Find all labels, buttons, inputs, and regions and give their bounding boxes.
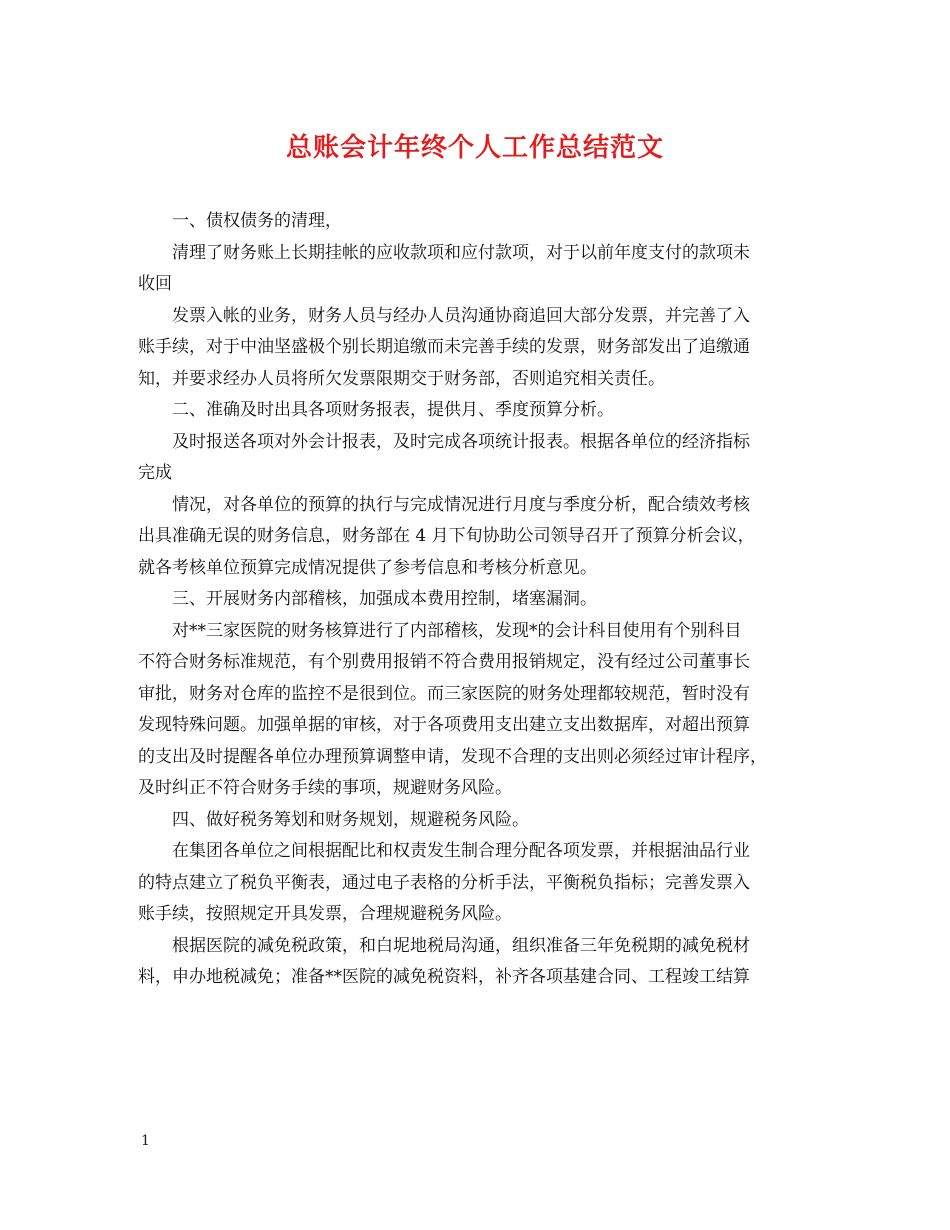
body-line: 一、债权债务的清理， [172, 211, 342, 231]
page-number: 1 [141, 1133, 150, 1149]
body-line: 对**三家医院的财务核算进行了内部稽核，发现*的会计科目使用有个别科目 [172, 620, 742, 641]
body-line: 及时纠正不符合财务手续的事项，规避财务风险。 [138, 778, 512, 798]
body-line: 及时报送各项对外会计报表，及时完成各项统计报表。根据各单位的经济指标 [172, 431, 750, 452]
body-line: 账手续，按照规定开具发票，合理规避税务风险。 [138, 904, 512, 924]
document-title: 总账会计年终个人工作总结范文 [285, 133, 664, 163]
body-line: 发现特殊问题。加强单据的审核，对于各项费用支出建立支出数据库，对超出预算 [138, 715, 750, 735]
body-line: 账手续，对于中油坚盛极个别长期追缴而未完善手续的发票，财务部发出了追缴通 [138, 337, 750, 357]
body-line: 的特点建立了税负平衡表，通过电子表格的分析手法，平衡税负指标；完善发票入 [138, 872, 750, 893]
body-line: 出具准确无误的财务信息，财务部在 4 月下旬协助公司领导召开了预算分析会议， [138, 526, 755, 546]
body-line: 四、做好税务筹划和财务规划，规避税务风险。 [172, 809, 529, 830]
document-body [138, 206, 820, 994]
body-line: 发票入帐的业务，财务人员与经办人员沟通协商追回大部分发票，并完善了入 [172, 305, 750, 326]
body-line: 三、开展财务内部稽核，加强成本费用控制，堵塞漏洞。 [172, 589, 597, 609]
body-line: 情况，对各单位的预算的执行与完成情况进行月度与季度分析，配合绩效考核 [172, 494, 750, 515]
body-line: 知，并要求经办人员将所欠发票限期交于财务部，否则追究相关责任。 [138, 368, 665, 389]
body-line: 根据医院的减免税政策，和白坭地税局沟通，组织准备三年免税期的减免税材 [172, 935, 750, 956]
body-line: 收回 [138, 274, 172, 294]
body-line: 不符合财务标准规范，有个别费用报销不符合费用报销规定，没有经过公司董事长 [138, 652, 750, 672]
body-line: 审批，财务对仓库的监控不是很到位。而三家医院的财务处理都较规范，暂时没有 [138, 683, 750, 704]
body-line: 二、准确及时出具各项财务报表，提供月、季度预算分析。 [172, 400, 614, 420]
body-line: 在集团各单位之间根据配比和权责发生制合理分配各项发票，并根据油品行业 [172, 841, 750, 861]
body-line: 的支出及时提醒各单位办理预算调整申请，发现不合理的支出则必须经过审计程序， [138, 746, 767, 767]
body-line: 料，申办地税减免；准备**医院的减免税资料，补齐各项基建合同、工程竣工结算 [138, 967, 750, 987]
body-line: 清理了财务账上长期挂帐的应收款项和应付款项，对于以前年度支付的款项未 [172, 242, 750, 263]
body-line: 就各考核单位预算完成情况提供了参考信息和考核分析意见。 [138, 557, 597, 578]
body-line: 完成 [138, 463, 172, 483]
